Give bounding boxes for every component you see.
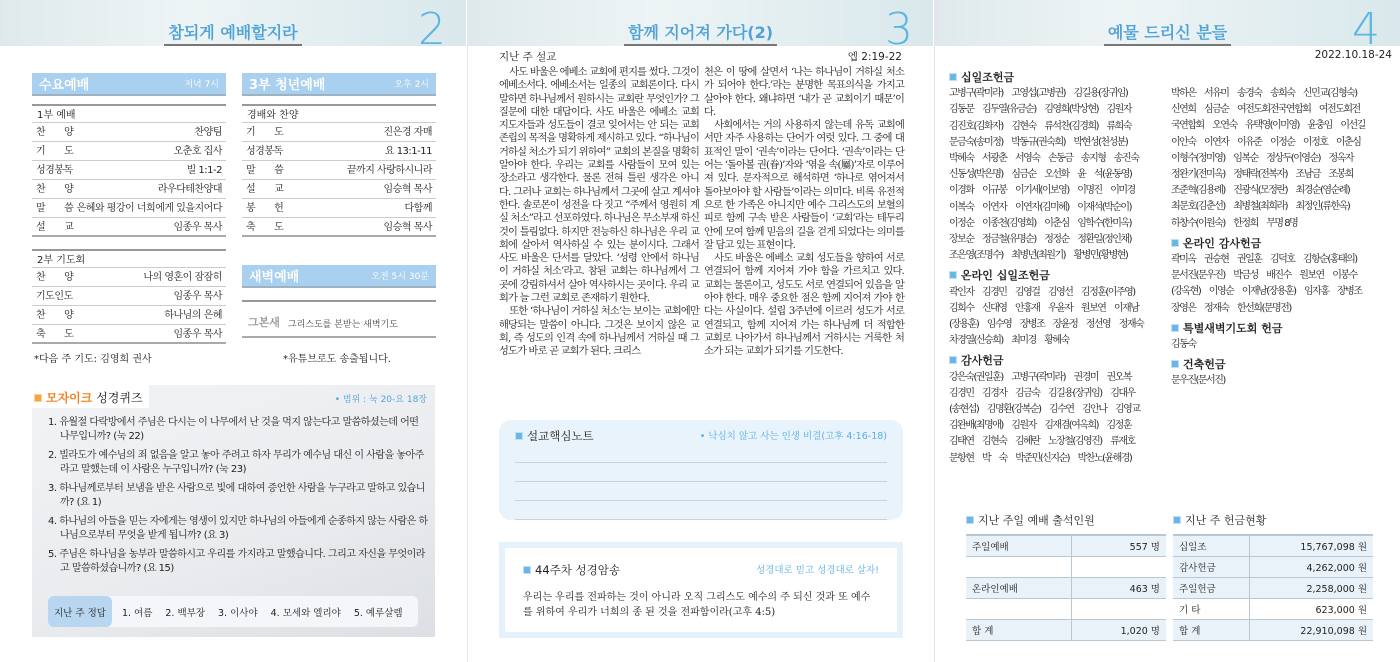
donor-line: 조은영(조명수) 최병년(최원기) 황병민(황병현) [949,250,1128,262]
row-label [966,598,1072,619]
sermon-paragraph: 또한 ‘하나님이 거하실 처소’는 보이는 교회에만 해당되는 말씀이 아니다. 그것은 보이지 않은 교회, 즉 성도의 인격 속에 하나님께서 거하실 때 그 성도가 바로 곧 교회가 된다. 크리스 [499,306,699,358]
row-label: 주일헌금 [1173,577,1250,598]
notes-title: 설교핵심노트 [527,429,594,443]
order-value: 임종우 목사 [173,222,222,233]
group-title-text: 건축헌금 [1183,358,1226,372]
offering-group [1171,236,1365,317]
group-title: 1부 예배 [32,104,226,123]
service-time: 오후 2시 [394,80,429,90]
memory-slogan: 성경대로 믿고 성경대로 살자! [756,565,879,576]
order-item: 설 교 [246,184,284,195]
sermon-paragraph: 사도 바울은 에베소 교회 성도들을 향하여 서로 연결되어 함께 지어져 가야 함을 가르치고 있다. 교회는 물론이고, 성도도 서로 연결되어 있음을 알아야 한다. 매우 중요한 점은 함께 지어져 가야 한다는 사실이다. 설립 3주년에 이르러 성도가 서로 연결되고, 함께 지어져 가는 하나님께 더 적합한 교회로 나아가서 하나님께서 거하시는 거룩한 처소가 되는 교회가 되기를 기도한다. [704,253,904,358]
order-row [32,142,226,161]
offering-group-title [1171,236,1365,252]
offering-group [949,353,1143,466]
row-value: 557 명 [1072,535,1166,556]
order-value: 은혜와 평강이 너희에게 있을지어다 [76,203,222,214]
order-row [32,268,226,287]
donor-line: 문금숙(송미정) 박동규(권숙희) 박현성(천성분) [949,136,1128,148]
offering-group [1171,321,1365,353]
order-list [32,123,226,237]
row-value: 22,910,098 원 [1250,619,1373,640]
bible-quiz [32,385,435,637]
date-range: 2022.10.18-24 [1314,49,1392,61]
donor-line: 문서진(문우진) 박금성 배진수 원보연 이봉수 [1171,270,1357,282]
offering-group-title [1171,321,1365,337]
square-icon [515,432,523,440]
quiz-questions [48,416,428,581]
order-row [32,306,226,325]
donor-line: 곽인자 김경민 김영걸 김영선 김정훈(이주영) [949,286,1135,298]
quiz-question: 3. 하나님께로부터 보냄을 받은 사람으로 빛에 대하여 증언한 사람을 누구라고 말하고 있습니까? (요 1) [48,483,425,508]
donor-line: 신연희 심금순 여전도회전국연합회 여전도회전 [1171,104,1360,116]
donor-line: 김완배(최명애) 김원자 김재겸(여옥희) 김정훈 [949,420,1131,432]
order-item: 말 씀 [246,165,284,176]
offering-group [1171,357,1365,389]
square-icon [949,356,957,364]
offering-group-title [949,353,1143,369]
offering-group-title [949,70,1143,86]
square-icon [523,566,531,574]
row-label: 합 계 [1173,619,1250,640]
answers-label: 지난 주 정답 [48,596,112,627]
donor-line: 김태연 김현숙 김혜란 노장철(김영진) 류재호 [949,436,1135,448]
donor-line: 강은숙(권일훈) 고병구(곽미라) 권경미 권오복 [949,371,1131,383]
donor-line: 이복숙 이연자 이연자(김미혜) 이재석(박순이) [949,201,1131,213]
row-value: 4,262,000 원 [1250,556,1373,577]
offering-list-left [949,66,1143,467]
page-title: 예물 드리신 분들 [1104,23,1231,46]
quiz-question: 2. 빌라도가 예수님의 죄 없음을 알고 놓아 주려고 하자 무리가 예수님 대신 이 사람을 놓아주라고 말했는데 이 사람은 누구입니까? (눅 23) [48,450,424,475]
dawn-service [242,265,436,338]
square-icon [949,271,957,279]
order-row [242,199,436,218]
table-row [1173,535,1373,556]
group-title-text: 십일조헌금 [961,71,1015,84]
donor-line: 김경민 김경자 김금숙 김길용(장귀임) 김대우 [949,387,1135,399]
youtube-note: *유튜브로도 송출됩니다. [283,354,391,365]
order-row [32,161,226,180]
donor-line: 이경화 이규봉 이기세(이보영) 이명진 이미경 [949,185,1135,197]
memory-text: 우리는 우리를 전파하는 것이 아니라 오직 그리스도 예수의 주 되신 것과 또 예수를 위하여 우리가 너희의 종 된 것을 전파함이라(고후 4:5) [523,592,871,618]
quiz-answer: 3. 이사야 [218,607,258,619]
donor-line: 이정순 이종천(김영희) 이춘심 임학수(한미옥) [949,217,1131,229]
quiz-question: 5. 주님은 하나님을 농부라 말씀하시고 우리를 가지라고 말했습니다. 그리고 자신을 무엇이라고 말씀하셨습니까? (요 15) [48,549,425,574]
square-icon [1171,324,1179,332]
attendance-title: 지난 주일 예배 출석인원 [978,514,1095,527]
order-value: 진은경 자매 [383,127,432,138]
order-item: 찬 양 [36,310,74,321]
table-row [1173,619,1373,640]
quiz-answer: 5. 예루살렘 [353,607,403,619]
dawn-logo [242,300,436,338]
order-value: 요 13:1-11 [384,146,432,157]
table-row [966,577,1166,598]
order-row [32,287,226,306]
page-number: 2 [418,4,446,55]
order-item: 성경봉독 [246,146,283,157]
donor-line: 조준혁(김용례) 진광식(모정란) 최경순(염순례) [1171,185,1350,197]
square-icon [1173,516,1181,524]
offering-list-right [1171,66,1365,390]
donor-line: 이형수(정미영) 임복순 정상두(이영순) 정옥자 [1171,152,1353,164]
order-item: 성경봉독 [36,165,73,176]
row-value [1072,556,1166,577]
donor-line: 하창수(이원숙) 한정희 무명 8명 [1171,217,1298,229]
order-row [242,218,436,237]
page-4 [934,0,1400,662]
row-value: 623,000 원 [1250,598,1373,619]
page-number: 4 [1352,4,1380,55]
donor-line: 김희수 신대영 안홍재 우윤자 원보연 이재남 [949,302,1139,314]
order-row [242,142,436,161]
order-item: 찬 양 [36,272,74,283]
page-3 [467,0,933,662]
order-list [32,268,226,344]
group-title: 2부 기도회 [32,249,226,268]
donor-line: (송현섭) 김명환(강복순) 김수연 김안나 김영교 [949,404,1140,416]
donor-line: 정완기(전미옥) 정태락(전복자) 조남금 조봉희 [1171,169,1353,181]
donor-line: 차경열(신승희) 최미경 황혜숙 [949,335,1069,347]
group-title-text: 온라인 십일조헌금 [961,269,1050,283]
square-icon [1171,360,1179,368]
quiz-answer: 2. 백부장 [165,607,206,619]
sermon-notes [499,420,903,520]
quiz-range: • 범위 : 눅 20-요 18장 [334,395,427,405]
donor-line: 김동문 김두열(유금순) 김영희(박상현) 김원자 [949,104,1131,116]
offering-group-title [949,268,1143,284]
service-name: 3부 청년예배 [249,78,326,93]
table-row [1173,598,1373,619]
row-label: 기 타 [1173,598,1250,619]
prayer-note: *다음 주 기도: 김영희 권사 [34,354,152,365]
order-item: 축 도 [36,329,74,340]
order-value: 라우다테찬양대 [157,184,222,195]
donor-line: 장보순 정금철(유명순) 정정순 정환일(정인채) [949,234,1131,246]
last-week-answers [48,596,418,627]
sermon-column-1 [499,66,699,359]
quiz-question: 1. 유월절 다락방에서 주님은 다시는 이 나무에서 난 것을 먹지 않는다고 말씀하셨는데 어떤 나무입니까? (눅 22) [48,417,419,442]
order-item: 축 도 [246,222,284,233]
order-value: 오춘호 집사 [173,146,222,157]
table-row [1173,577,1373,598]
row-label: 주일예배 [966,535,1072,556]
square-icon [949,73,957,81]
order-value: 빌 1:1-2 [186,165,222,176]
row-label: 합 계 [966,619,1072,640]
order-row [32,218,226,237]
order-value: 임승혁 목사 [383,222,432,233]
row-value [1072,598,1166,619]
donor-line: 김진호(김화자) 김현숙 류석찬(김경희) 류희숙 [949,120,1131,132]
memory-verse [499,542,903,638]
donor-line: 문우진(문서진) [1171,375,1225,387]
order-item: 말 씀 [36,203,74,214]
group-title-text: 감사헌금 [961,354,1004,368]
row-label [966,556,1072,577]
order-value: 임종우 목사 [173,329,222,340]
quiz-brand: 모자이크 [46,391,93,405]
order-value: 찬양팀 [194,127,222,138]
service-name: 새벽예배 [249,270,300,285]
order-item: 찬 양 [36,127,74,138]
quiz-answer: 1. 여름 [121,607,153,619]
wednesday-service [32,73,226,344]
row-value: 2,258,000 원 [1250,577,1373,598]
service-name: 수요예배 [39,78,90,93]
table-row [966,619,1166,640]
donor-line: (강옥현) 이영순 이재남(장용훈) 임자홍 장병조 [1171,286,1362,298]
donor-line: 장영은 정재숙 한선희(문명전) [1171,302,1291,314]
quiz-question: 4. 하나님의 아들을 믿는 자에게는 영생이 있지만 하나님의 아들에게 순종하지 않는 사람은 하나님으로부터 무엇을 받게 됩니까? (요 3) [48,516,428,541]
donor-lines-continued [1171,86,1365,232]
row-value: 15,767,098 원 [1250,535,1373,556]
square-icon [34,394,42,402]
order-value: 하나님의 은혜 [164,310,222,321]
table-row [1173,556,1373,577]
square-icon [966,516,974,524]
quiz-answer: 4. 모세와 엘리야 [270,607,341,619]
order-value: 나의 영혼이 잠잠히 [143,272,222,283]
row-label: 감사헌금 [1173,556,1250,577]
row-label: 십일조 [1173,535,1250,556]
donor-line: 김동숙 [1171,339,1196,351]
sermon-reference: 엡 2:19-22 [847,51,902,63]
order-row [32,180,226,199]
donor-line: 신동성(박은명) 심금순 오선화 윤 석(윤동영) [949,169,1132,181]
attendance-table [966,512,1166,641]
note-line[interactable] [515,482,887,501]
order-item: 찬 양 [36,184,74,195]
page-title: 함께 지어져 가다(2) [624,23,777,46]
page-2 [0,0,466,662]
row-value: 1,020 명 [1072,619,1166,640]
memory-title: 44주차 성경암송 [535,563,620,577]
logo-mark: 그본새 [248,316,280,329]
group-title-text: 온라인 감사헌금 [1183,236,1262,250]
square-icon [1171,239,1179,247]
order-item: 기도인도 [36,291,73,302]
order-list [242,123,436,237]
order-item: 기 도 [246,127,284,138]
table-row [966,598,1166,619]
group-title-text: 특별새벽기도회 헌금 [1183,321,1283,335]
donor-line: 박혜숙 서광춘 서영숙 손동금 송지형 송진숙 [949,153,1139,165]
order-row [242,161,436,180]
sermon-column-2 [704,66,904,359]
sermon-paragraph: 사회에서는 거의 사용하지 않는데 유독 교회에서만 자주 사용하는 단어가 여럿 있다. 그 중에 대표적인 말이 ‘권속’이라는 단어다. ‘권속’이라는 단어는 ‘돌아볼 권(眷)’자와 ‘엮을 속(屬)’자로 이루어져 있다. 문자적으로 해석하면 ‘하나로 엮어져서 돌아보아야 할 사람들’이라는 의미다. 비록 유전적으로 한 가족은 아니지만 예수 그리스도의 보혈의 피로 함께 구속 받은 사람들이 ‘교회’라는 테두리 안에 모여 함께 믿음의 길을 걷게 되었다는 의미를 잘 담고 있는 표현이다. [704,120,904,251]
service-time: 저녁 7시 [184,80,219,90]
service-time: 오전 5시 30분 [371,272,429,282]
page-number: 3 [885,4,913,55]
sermon-paragraph: 사도 바울은 에베소 교회에 편지를 썼다. 그것이 에베소서다. 에베소서는 일종의 교회론이다. 다시 말하면 하나님께서 원하시는 교회란 무엇인가? 그 질문에 대한 대답이다. 사도 바울은 에베소 교회 지도자들과 성도들이 결코 잊어서는 안 되는 교회 존립의 목적을 명확하게 제시하고 있다. “하나님이 거하실 처소가 되기 위하여” 교회의 본질을 명확히 알아야 한다. 우리는 교회를 사람들이 모여 있는 장소라고 생각한다. 물론 전혀 틀린 생각은 아니다. 그러나 교회는 하나님께서 그곳에 살고 계셔야 한다. 솔로몬이 성전을 다 짓고 “주께서 영원히 계실 처소”라고 선포하였다. 하나님은 무소부재 하신 것이 틀림없다. 하지만 전능하신 하나님은 우리 교회에 살아서 역사하실 수 있는 분이시다. 그래서 사도 바울은 단서를 달았다. ‘성령 안에서 하나님이 거하실 처소’라고. 참된 교회는 하나님께서 그곳에 강림하셔서 살아 역사하시는 곳이다. 우리 교회가 늘 그런 교회로 존재하기 원한다. [499,67,699,305]
order-item: 설 교 [36,222,74,233]
order-value: 다함께 [404,203,432,214]
donor-line: 곽미옥 권승현 권일훈 김덕호 김항순(홍태의) [1171,254,1357,266]
table-row [966,556,1166,577]
donor-line: 박하은 서유미 송경숙 송희숙 신민교(김형숙) [1171,88,1357,99]
order-row [242,180,436,199]
donor-line: (장용훈) 임수영 장병조 장윤정 정선영 정재숙 [949,319,1144,331]
logo-text: 그리스도를 본받는 새벽기도 [287,320,398,330]
order-row [32,199,226,218]
youth-service [242,73,436,237]
order-row [32,325,226,344]
note-line[interactable] [515,501,887,520]
table-row [966,535,1166,556]
order-row [242,123,436,142]
order-value: 임승혁 목사 [383,184,432,195]
sermon-paragraph: 천은 이 땅에 살면서 ‘나는 하나님이 거하실 처소가 되어야 한다.’라는 분명한 목표의식을 가지고 살아야 한다. 왜냐하면 ‘내가 곧 교회이기 때문’이다. [704,67,904,118]
quiz-title: 성경퀴즈 [96,391,143,405]
row-value: 463 명 [1072,577,1166,598]
order-row [32,123,226,142]
note-line[interactable] [515,444,887,463]
donor-line: 문항현 박 숙 박준민(신지순) 박찬노(윤해경) [949,452,1132,464]
row-label: 온라인예배 [966,577,1072,598]
order-item: 봉 헌 [246,203,284,214]
donor-line: 고병구(곽미라) 고영섭(고병권) 김길용(장귀임) [949,88,1128,100]
offering-group [949,268,1143,349]
donor-line: 이안숙 이연자 이유준 이정순 이정호 이춘심 [1171,136,1361,148]
offering-table [1173,512,1373,641]
order-value: 임종우 목사 [173,291,222,302]
sermon-label: 지난 주 설교 [499,51,557,63]
offering-group [949,70,1143,264]
donor-line: 최문호(김춘선) 최병철(최희라) 최정인(류한옥) [1171,201,1350,213]
offering-group-title [1171,357,1365,373]
order-value: 끝까지 사랑하시니라 [346,165,432,176]
note-line[interactable] [515,463,887,482]
notes-subtitle: • 낙심치 않고 사는 인생 비결(고후 4:16-18) [699,431,887,442]
page-title: 참되게 예배할지라 [164,23,301,46]
order-item: 기 도 [36,146,74,157]
group-title: 경배와 찬양 [242,104,436,123]
donor-line: 국연합회 오연숙 유택영(이미영) 윤충임 이선길 [1171,120,1365,132]
offering-title: 지난 주 헌금현황 [1185,514,1267,527]
